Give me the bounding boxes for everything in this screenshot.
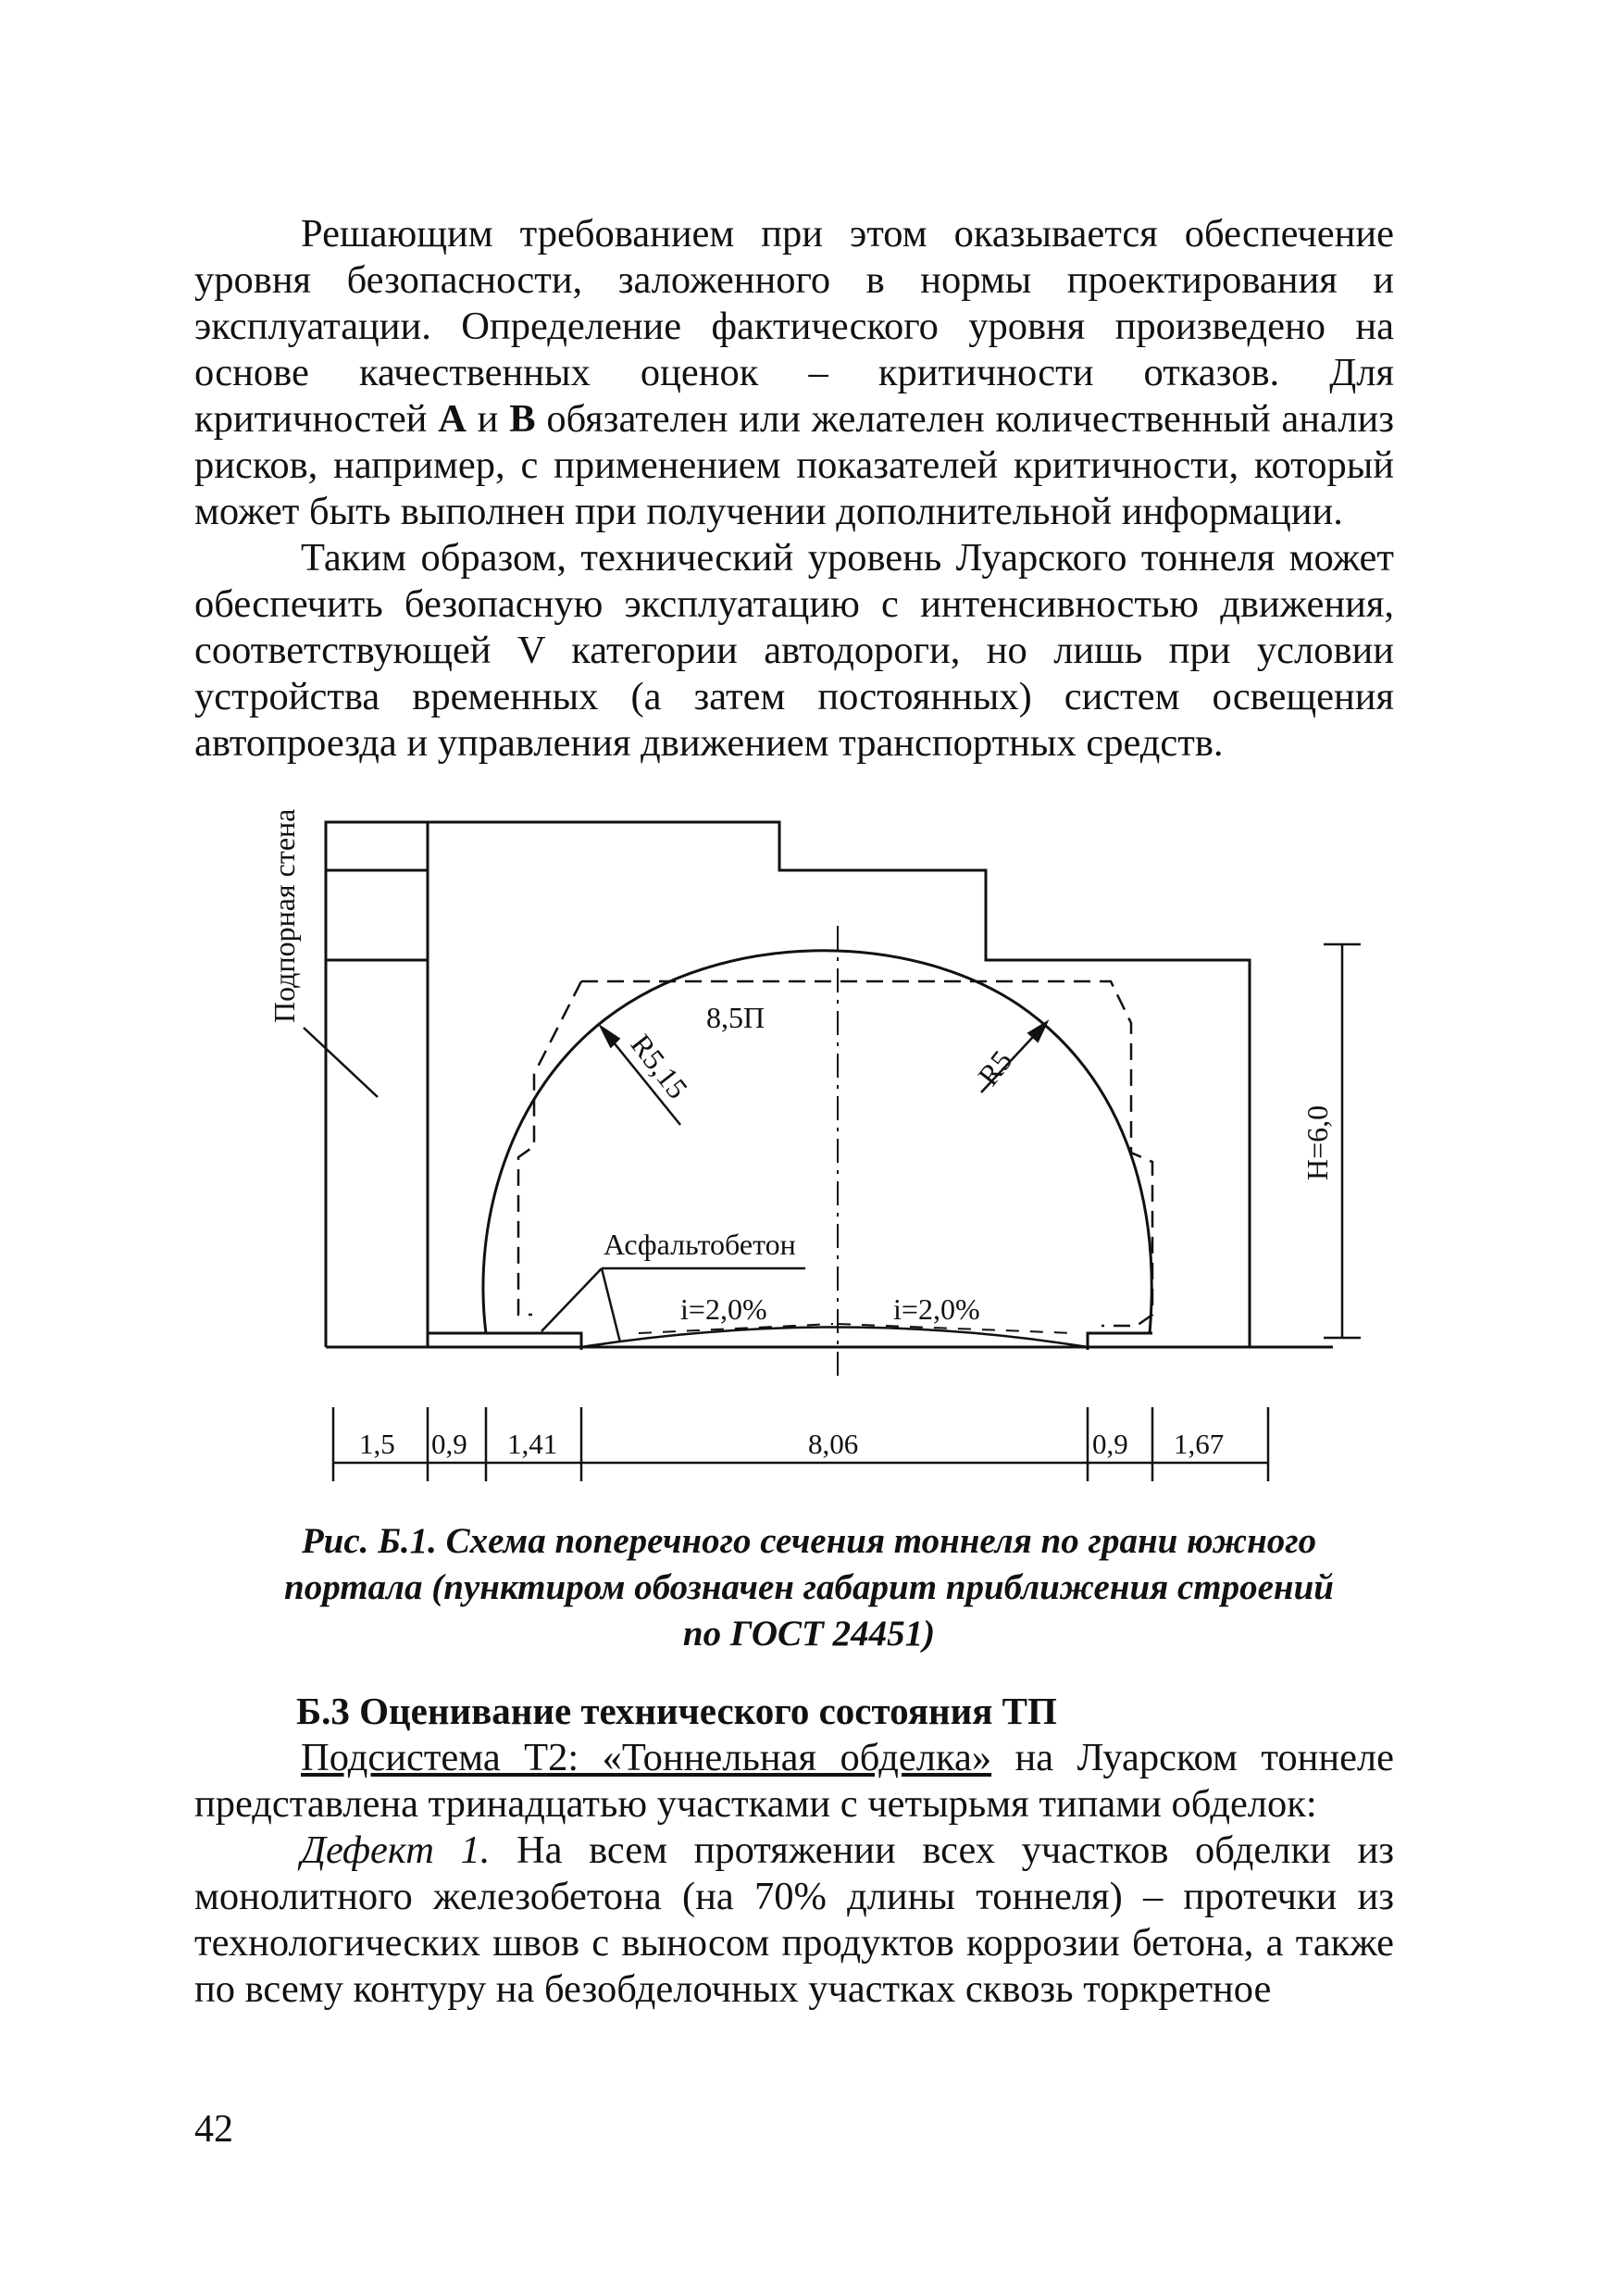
caption-line-1: Рис. Б.1. Схема поперечного сечения тоннеля по грани южного	[301, 1521, 1317, 1561]
asphalt-label: Асфальтобетон	[604, 1228, 796, 1261]
paragraph-1-text: Решающим требованием при этом оказывается обеспечение уровня безопасности, заложенного в нормы проектирования и эксплуатации. Определение фактического уровня произведено на основе качественных оценок – критичности отказов. Для критичностей	[194, 212, 1394, 441]
dim-label-5: 0,9	[1092, 1428, 1128, 1460]
clearance-envelope	[518, 981, 1152, 1326]
conjunction-and: и	[477, 397, 499, 441]
criticality-a: А	[438, 397, 467, 441]
dim-label-4: 8,06	[808, 1428, 859, 1460]
page-number: 42	[194, 2108, 233, 2151]
slope-left-label: i=2,0%	[680, 1292, 767, 1326]
dim-label-1: 1,5	[359, 1428, 395, 1460]
height-label: H=6,0	[1301, 1104, 1334, 1180]
caption-line-3: по ГОСТ 24451)	[682, 1614, 936, 1653]
radius-left-label: R5,15	[624, 1028, 695, 1105]
paragraph-2-text: Таким образом, технический уровень Луарского тоннеля может обеспечить безопасную эксплуатацию с интенсивностью движения, соответствующей V категории автодороги, но лишь при условии устройства временных (а затем постоянных) систем освещения автопроезда и управления движением транспортных средств.	[194, 536, 1394, 765]
wall-label-leader	[304, 1028, 378, 1097]
defect-label: Дефект 1.	[301, 1828, 491, 1872]
dim-label-2: 0,9	[431, 1428, 467, 1460]
paragraph-1-end: обязателен или желателен количественный анализ рисков, например, с применением показателей критичности, который может быть выполнен при получении дополнительной информации.	[194, 397, 1395, 533]
slope-right-label: i=2,0%	[893, 1292, 980, 1326]
asphalt-leader-2	[602, 1268, 620, 1342]
asphalt-leader-1	[541, 1268, 602, 1331]
width-label: 8,5П	[706, 1001, 765, 1034]
caption-line-2: портала (пунктиром обозначен габарит приближения строений	[284, 1567, 1334, 1607]
subsystem-text: на Луарском тоннеле представлена тринадцатью участками с четырьмя типами обделок:	[194, 1736, 1395, 1826]
paragraph-3	[194, 1735, 1394, 2013]
dim-label-6: 1,67	[1174, 1428, 1225, 1460]
subsystem-name: Подсистема Т2: «Тоннельная обделка»	[301, 1736, 992, 1779]
radius-right-label: R5	[971, 1043, 1019, 1092]
figure-caption	[222, 1518, 1396, 1657]
defect-text: На всем протяжении всех участков обделки из монолитного железобетона (на 70% длины тоннеля) – протечки из технологических швов с выносом продуктов коррозии бетона, а также по всему контуру на безобделочных участках сквозь торкретное	[194, 1828, 1394, 2011]
criticality-b: В	[509, 397, 536, 441]
section-heading: Б.3 Оценивание технического состояния ТП	[296, 1690, 1057, 1732]
dim-label-3: 1,41	[507, 1428, 558, 1460]
tunnel-arch	[483, 951, 1151, 1333]
retaining-wall-label: Подпорная стена	[268, 808, 301, 1023]
